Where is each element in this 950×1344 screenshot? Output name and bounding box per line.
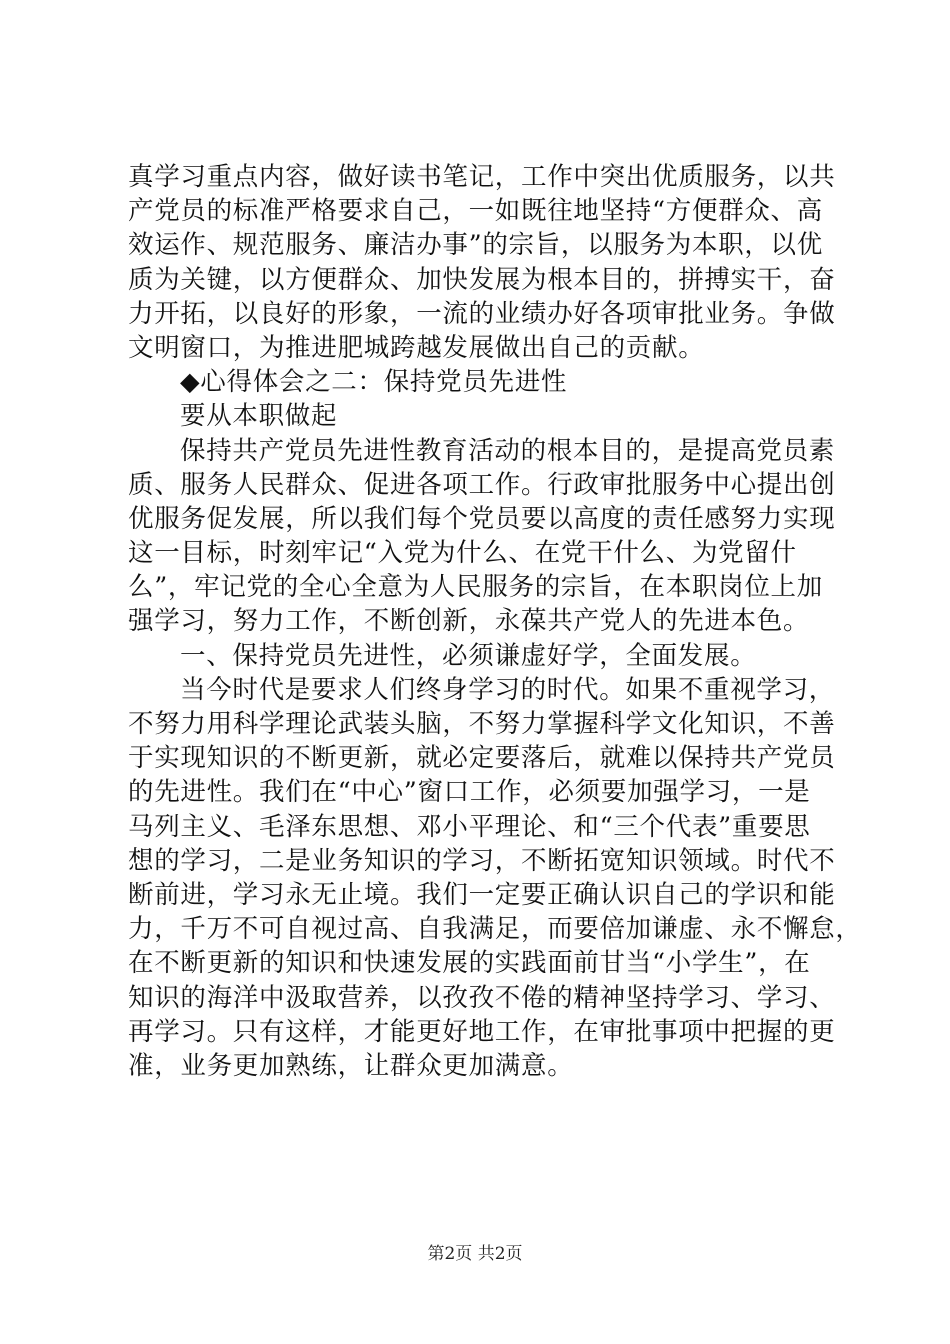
document-body [128, 160, 862, 1083]
text-line: 准，业务更加熟练，让群众更加满意。 [128, 1050, 574, 1081]
section-heading: ◆心得体会之二：保持党员先进性 [180, 367, 568, 398]
text-line: 力，千万不可自视过高、自我满足，而要倍加谦虚、永不懈怠， [128, 914, 862, 945]
text-line: 文明窗口，为推进肥城跨越发展做出自己的贡献。 [128, 332, 705, 363]
text-line: 在不断更新的知识和快速发展的实践面前甘当“小学生”，在 [128, 948, 811, 979]
text-line: 效运作、规范服务、廉洁办事”的宗旨，以服务为本职，以优 [128, 230, 823, 261]
text-line: 不努力用科学理论武装头脑，不努力掌握科学文化知识，不善 [128, 709, 836, 739]
text-line: 想的学习，二是业务知识的学习，不断拓宽知识领域。时代不 [128, 845, 836, 876]
section-heading-continued: 要从本职做起 [180, 401, 338, 432]
subheading: 一、保持党员先进性，必须谦虚好学，全面发展。 [180, 640, 757, 671]
text-line: 当今时代是要求人们终身学习的时代。如果不重视学习， [180, 674, 836, 705]
text-line: 么”，牢记党的全心全意为人民服务的宗旨，在本职岗位上加 [128, 572, 823, 603]
text-line: 这一目标，时刻牢记“入党为什么、在党干什么、为党留什 [128, 538, 797, 569]
page-number-footer: 第2页 共2页 [427, 1244, 523, 1264]
text-line: 的先进性。我们在“中心”窗口工作，必须要加强学习，一是 [128, 777, 811, 808]
text-line: 质、服务人民群众、促进各项工作。行政审批服务中心提出创 [128, 469, 836, 500]
text-line: 于实现知识的不断更新，就必定要落后，就难以保持共产党员 [128, 743, 836, 774]
text-line: 力开拓，以良好的形象，一流的业绩办好各项审批业务。争做 [128, 298, 836, 329]
text-line: 真学习重点内容，做好读书笔记，工作中突出优质服务，以共 [128, 162, 836, 192]
text-line: 知识的海洋中汲取营养，以孜孜不倦的精神坚持学习、学习、 [128, 982, 836, 1013]
text-line: 产党员的标准严格要求自己，一如既往地坚持“方便群众、高 [128, 196, 823, 227]
text-line: 强学习，努力工作，不断创新，永葆共产党人的先进本色。 [128, 606, 810, 637]
text-line: 保持共产党员先进性教育活动的根本目的，是提高党员素 [180, 435, 836, 466]
text-line: 质为关键，以方便群众、加快发展为根本目的，拼搏实干，奋 [128, 264, 836, 295]
text-line: 优服务促发展，所以我们每个党员要以高度的责任感努力实现 [128, 503, 836, 534]
text-line: 断前进，学习永无止境。我们一定要正确认识自己的学识和能 [128, 879, 836, 910]
text-line: 马列主义、毛泽东思想、邓小平理论、和“三个代表”重要思 [128, 811, 811, 842]
text-line: 再学习。只有这样，才能更好地工作，在审批事项中把握的更 [128, 1016, 836, 1047]
